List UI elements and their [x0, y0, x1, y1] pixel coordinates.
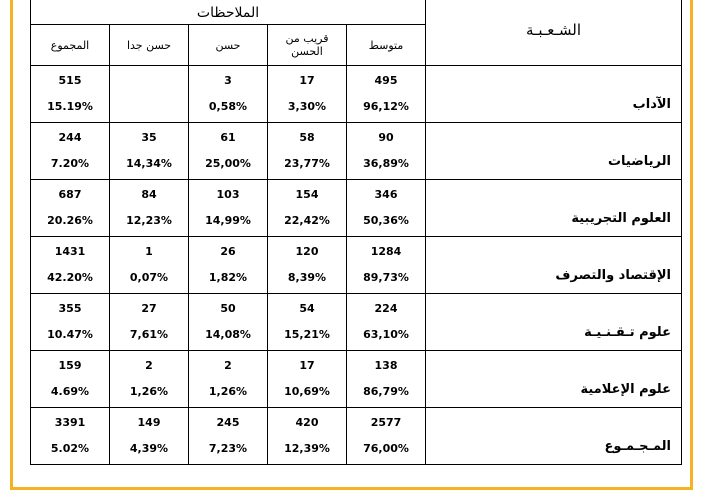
col-average: متوسط — [347, 25, 426, 66]
very-good-cell — [110, 408, 189, 465]
count: 159 — [58, 359, 82, 372]
average-cell — [347, 351, 426, 408]
count: 687 — [58, 188, 82, 201]
branch-name: علوم تـقـنـيـة — [426, 294, 682, 351]
count: 61 — [220, 131, 236, 144]
col-near-good-line1: قريب من — [285, 32, 329, 45]
count: 3391 — [54, 416, 86, 429]
average-cell — [347, 123, 426, 180]
count — [110, 74, 188, 88]
count: 120 — [295, 245, 319, 258]
percent: 63,10% — [363, 328, 409, 341]
count: 3 — [224, 74, 232, 87]
good-cell — [189, 408, 268, 465]
good-cell — [189, 66, 268, 123]
count: 2 — [145, 359, 153, 372]
very-good-cell — [110, 351, 189, 408]
branch-name: المـجـمـوع — [426, 408, 682, 465]
count: 420 — [295, 416, 319, 429]
table-row-total — [31, 408, 682, 465]
very-good-cell — [110, 66, 189, 123]
col-total: المجموع — [31, 25, 110, 66]
percent: 36,89% — [363, 157, 409, 170]
percent: 8,39% — [287, 271, 327, 284]
branch-name: الإقتصاد والتصرف — [426, 237, 682, 294]
percent: 14,99% — [205, 214, 251, 227]
count: 515 — [58, 74, 82, 87]
very-good-cell — [110, 237, 189, 294]
total-cell — [31, 294, 110, 351]
very-good-cell — [110, 294, 189, 351]
percent: 12,23% — [126, 214, 172, 227]
count: 103 — [216, 188, 240, 201]
count: 224 — [374, 302, 398, 315]
percent: 15.19% — [47, 100, 93, 113]
percent: 7,61% — [129, 328, 169, 341]
percent: 76,00% — [363, 442, 409, 455]
count: 50 — [220, 302, 236, 315]
count: 2577 — [370, 416, 402, 429]
count: 58 — [299, 131, 315, 144]
branch-header: الشـعـبـة — [426, 0, 682, 66]
branch-name: علوم الإعلامية — [426, 351, 682, 408]
count: 355 — [58, 302, 82, 315]
count: 84 — [141, 188, 157, 201]
table-row — [31, 351, 682, 408]
count: 1 — [145, 245, 153, 258]
good-cell — [189, 123, 268, 180]
percent: 12,39% — [284, 442, 330, 455]
near-good-cell — [268, 123, 347, 180]
very-good-cell — [110, 180, 189, 237]
percent: 1,82% — [208, 271, 248, 284]
count: 154 — [295, 188, 319, 201]
average-cell — [347, 180, 426, 237]
near-good-cell — [268, 180, 347, 237]
count: 17 — [299, 74, 315, 87]
col-good: حسن — [189, 25, 268, 66]
near-good-cell — [268, 294, 347, 351]
near-good-cell — [268, 408, 347, 465]
total-cell — [31, 180, 110, 237]
count: 244 — [58, 131, 82, 144]
good-cell — [189, 237, 268, 294]
count: 27 — [141, 302, 157, 315]
very-good-cell — [110, 123, 189, 180]
total-cell — [31, 408, 110, 465]
near-good-cell — [268, 351, 347, 408]
percent: 3,30% — [287, 100, 327, 113]
count: 138 — [374, 359, 398, 372]
table-row — [31, 180, 682, 237]
total-cell — [31, 66, 110, 123]
count: 1284 — [370, 245, 402, 258]
percent: 10.47% — [47, 328, 93, 341]
total-cell — [31, 237, 110, 294]
count: 26 — [220, 245, 236, 258]
average-cell — [347, 408, 426, 465]
percent: 0,58% — [208, 100, 248, 113]
percent: 89,73% — [363, 271, 409, 284]
percent: 7.20% — [50, 157, 90, 170]
percent: 1,26% — [129, 385, 169, 398]
count: 17 — [299, 359, 315, 372]
near-good-cell — [268, 66, 347, 123]
percent: 25,00% — [205, 157, 251, 170]
average-cell — [347, 294, 426, 351]
count: 2 — [224, 359, 232, 372]
percent: 22,42% — [284, 214, 330, 227]
percent: 20.26% — [47, 214, 93, 227]
percent: 0,07% — [129, 271, 169, 284]
percent: 4.69% — [50, 385, 90, 398]
count: 149 — [137, 416, 161, 429]
branch-name: العلوم التجريبية — [426, 180, 682, 237]
good-cell — [189, 351, 268, 408]
total-cell — [31, 351, 110, 408]
near-good-cell — [268, 237, 347, 294]
count: 346 — [374, 188, 398, 201]
branch-name: الرياضيات — [426, 123, 682, 180]
percent: 10,69% — [284, 385, 330, 398]
percent: 14,08% — [205, 328, 251, 341]
percent: 42.20% — [47, 271, 93, 284]
average-cell — [347, 237, 426, 294]
col-near-good — [268, 25, 347, 66]
total-cell — [31, 123, 110, 180]
count: 90 — [378, 131, 394, 144]
col-very-good: حسن جدا — [110, 25, 189, 66]
average-cell — [347, 66, 426, 123]
count: 54 — [299, 302, 315, 315]
table-row — [31, 66, 682, 123]
branch-name: الآداب — [426, 66, 682, 123]
percent: 7,23% — [208, 442, 248, 455]
count: 245 — [216, 416, 240, 429]
percent: 5.02% — [50, 442, 90, 455]
col-near-good-line2: الحسن — [291, 45, 323, 58]
table-row — [31, 237, 682, 294]
results-table — [30, 0, 682, 465]
table-row — [31, 294, 682, 351]
percent: 96,12% — [363, 100, 409, 113]
percent: 86,79% — [363, 385, 409, 398]
percent: 15,21% — [284, 328, 330, 341]
percent: 50,36% — [363, 214, 409, 227]
percent: 1,26% — [208, 385, 248, 398]
count: 35 — [141, 131, 157, 144]
good-cell — [189, 294, 268, 351]
table-row — [31, 123, 682, 180]
percent: 4,39% — [129, 442, 169, 455]
percent — [110, 100, 188, 114]
count: 495 — [374, 74, 398, 87]
notes-header: الملاحظات — [31, 0, 426, 25]
good-cell — [189, 180, 268, 237]
percent: 14,34% — [126, 157, 172, 170]
count: 1431 — [54, 245, 86, 258]
percent: 23,77% — [284, 157, 330, 170]
header-row — [31, 0, 682, 25]
